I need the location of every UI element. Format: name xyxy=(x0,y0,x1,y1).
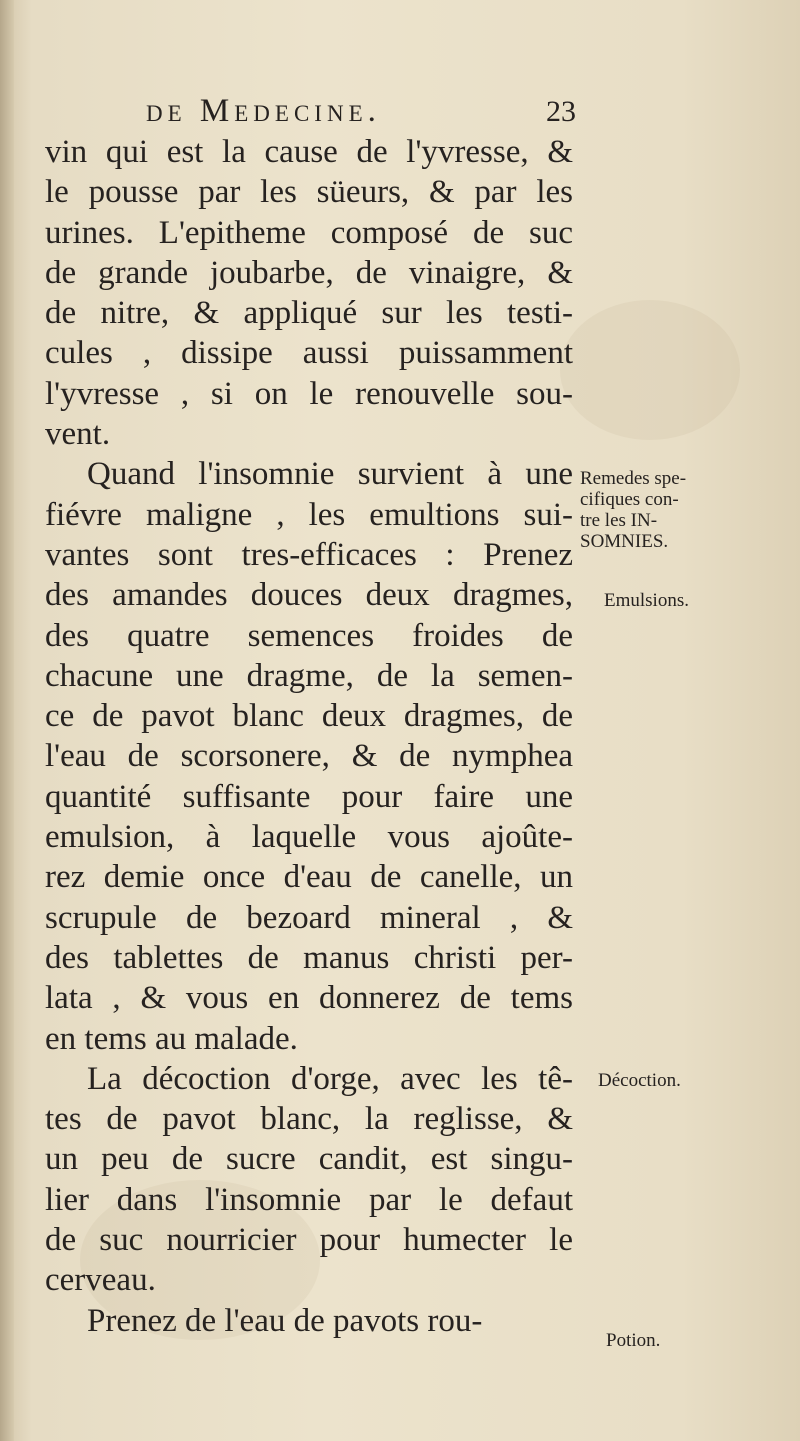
margin-note-potion: Potion. xyxy=(606,1330,661,1351)
text-line: emulsion, à laquelle vous ajoûte- xyxy=(45,819,573,856)
margin-note-decoction: Décoction. xyxy=(598,1070,681,1091)
text-line: vantes sont tres-efficaces : Prenez xyxy=(45,536,573,573)
text-line: chacune une dragme, de la semen- xyxy=(45,657,573,694)
text-line: Quand l'insomnie survient à une xyxy=(87,456,573,493)
margin-note-line: cifiques con- xyxy=(580,489,679,510)
page-header xyxy=(146,93,576,133)
text-line: des tablettes de manus christi per- xyxy=(45,939,573,976)
text-line: fiévre maligne , les emultions sui- xyxy=(45,496,573,533)
body-text xyxy=(45,132,573,1341)
text-line: tes de pavot blanc, la reglisse, & xyxy=(45,1101,573,1138)
text-line: rez demie once d'eau de canelle, un xyxy=(45,859,573,896)
text-line: le pousse par les süeurs, & par les xyxy=(45,174,573,211)
text-line: cules , dissipe aussi puissamment xyxy=(45,335,573,372)
page-number: 23 xyxy=(546,95,576,128)
text-line: vent. xyxy=(45,416,111,453)
text-line: Prenez de l'eau de pavots rou- xyxy=(87,1302,483,1339)
text-line: ce de pavot blanc deux dragmes, de xyxy=(45,698,573,735)
margin-note-emulsions: Emulsions. xyxy=(604,590,689,611)
text-line: de grande joubarbe, de vinaigre, & xyxy=(45,254,573,291)
text-line: de suc nourricier pour humecter le xyxy=(45,1222,573,1259)
text-line: La décoction d'orge, avec les tê- xyxy=(87,1060,573,1097)
text-line: l'yvresse , si on le renouvelle sou- xyxy=(45,375,573,412)
text-line: lier dans l'insomnie par le defaut xyxy=(45,1181,573,1218)
text-line: un peu de sucre candit, est singu- xyxy=(45,1141,573,1178)
text-line: des quatre semences froides de xyxy=(45,617,573,654)
text-line: l'eau de scorsonere, & de nymphea xyxy=(45,738,573,775)
text-line: de nitre, & appliqué sur les testi- xyxy=(45,295,573,332)
running-title: de Medecine. xyxy=(146,93,381,129)
text-line: cerveau. xyxy=(45,1262,156,1299)
text-line: scrupule de bezoard mineral , & xyxy=(45,899,573,936)
text-line: urines. L'epitheme composé de suc xyxy=(45,214,573,251)
margin-note-line: Remedes spe- xyxy=(580,468,687,489)
text-line: vin qui est la cause de l'yvresse, & xyxy=(45,134,573,170)
margin-note-line: SOMNIES. xyxy=(580,531,669,552)
text-line: des amandes douces deux dragmes, xyxy=(45,577,573,614)
text-line: quantité suffisante pour faire une xyxy=(45,778,573,815)
margin-note-line: tre les IN- xyxy=(580,510,658,531)
margin-note-remedes xyxy=(580,468,686,552)
text-line: lata , & vous en donnerez de tems xyxy=(45,980,573,1017)
text-line: en tems au malade. xyxy=(45,1020,298,1057)
paper-stain xyxy=(560,300,740,440)
page-gutter-shadow xyxy=(0,0,14,1441)
